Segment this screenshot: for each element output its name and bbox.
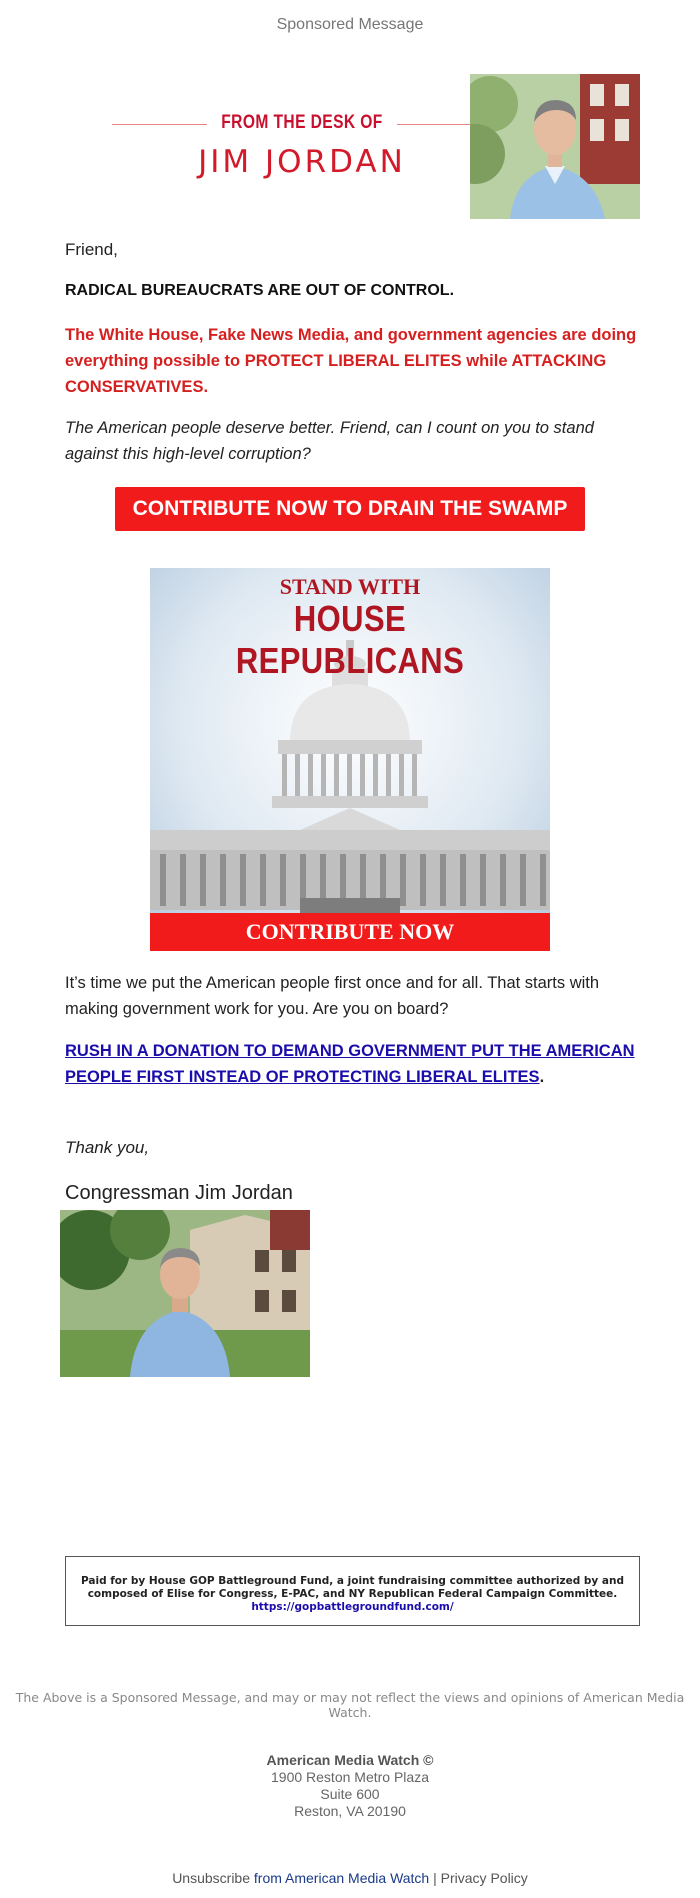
banner-name: JIM JORDAN [198,144,406,180]
sender-org: American Media Watch © [266,1752,434,1768]
from-org-link[interactable]: from American Media Watch [253,1870,430,1886]
banner-portrait-image [470,74,640,219]
red-paragraph: The White House, Fake News Media, and government agencies are doing everything possible to PROTECT LIBERAL ELITES while ATTACKING CONSERVATIVES. [65,326,637,396]
disclaimer-url-link[interactable]: https://gopbattlegroundfund.com/ [251,1601,454,1613]
body-paragraph: It’s time we put the American people first once and for all. That starts with making government work for you. Are you on board? [65,974,600,1018]
greeting-text: Friend, [65,240,118,259]
sponsored-note: The Above is a Sponsored Message, and may or may not reflect the views and opinions of American Media Watch. [15,1690,685,1720]
address-line-3: Reston, VA 20190 [294,1803,406,1819]
sponsored-label: Sponsored Message [276,16,424,33]
unsubscribe-link[interactable]: Unsubscribe [172,1870,251,1886]
address-line-1: 1900 Reston Metro Plaza [271,1769,429,1785]
paid-for-disclaimer [65,1556,640,1626]
signature-photo-illustration [60,1210,310,1377]
signature-photo [60,1210,310,1377]
privacy-policy-link[interactable]: Privacy Policy [440,1870,528,1886]
stand-with-house-republicans-image[interactable] [150,568,550,951]
poster-contribute-button[interactable]: CONTRIBUTE NOW [150,913,550,951]
poster-stand-with: STAND WITH [279,574,421,599]
footer-separator: | [433,1870,437,1886]
disclaimer-text: Paid for by House GOP Battleground Fund, a joint fundraising committee authorized by and composed of Elise for Congress, E-PAC, and NY Republican Federal Campaign Committee. [80,1575,625,1600]
sender-address [0,1752,700,1820]
donation-period: . [539,1068,545,1086]
address-line-2: Suite 600 [320,1786,380,1802]
signature-name: Congressman Jim Jordan [65,1182,293,1204]
donation-link[interactable]: RUSH IN A DONATION TO DEMAND GOVERNMENT PUT THE AMERICAN PEOPLE FIRST INSTEAD OF PROTECTING LIBERAL ELITES [65,1042,635,1086]
footer-links [0,1870,700,1886]
headline-text: RADICAL BUREAUCRATS ARE OUT OF CONTROL. [65,282,455,299]
italic-paragraph: The American people deserve better. Friend, can I count on you to stand against this high-level corruption? [65,419,594,463]
drain-the-swamp-button[interactable]: CONTRIBUTE NOW TO DRAIN THE SWAMP [115,487,585,531]
banner-desk-text: FROM THE DESK OF [221,112,383,133]
header-banner [112,74,640,219]
portrait-illustration [470,74,640,219]
poster-house-republicans: HOUSE REPUBLICANS [235,598,465,681]
closing-text: Thank you, [65,1138,150,1157]
banner-rule-left [112,124,207,125]
donation-paragraph [65,1038,645,1090]
